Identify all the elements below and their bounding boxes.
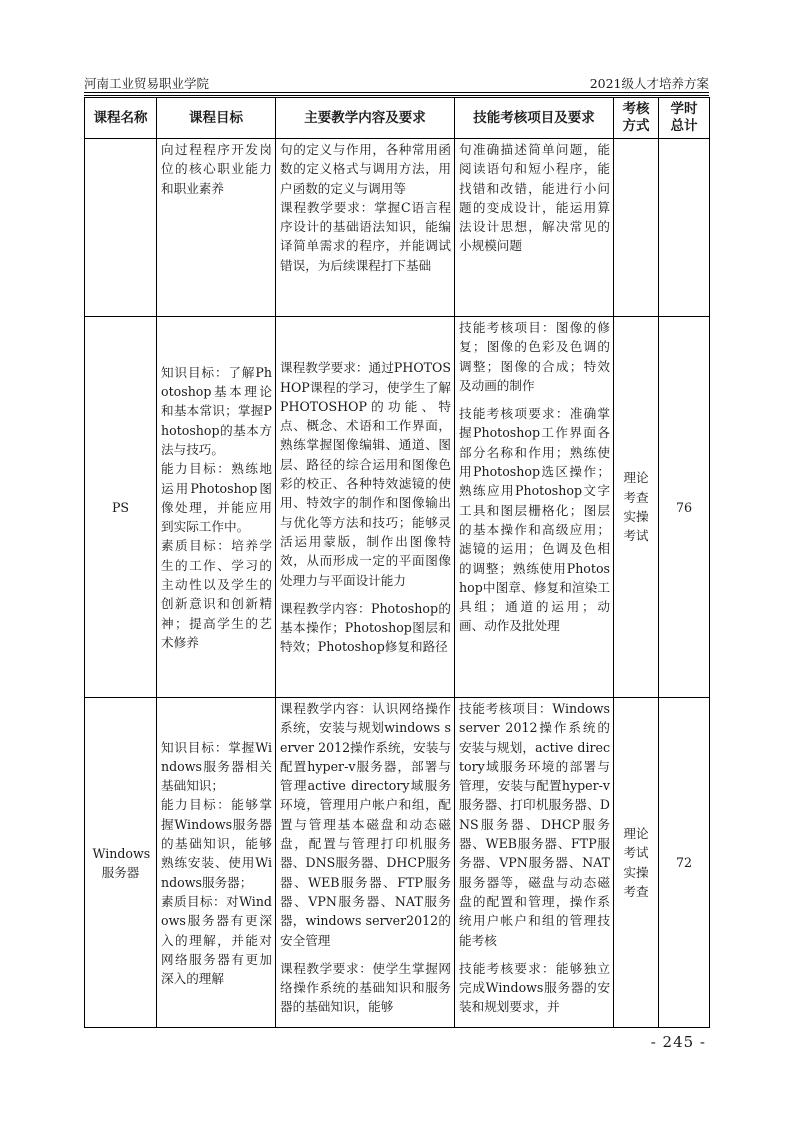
- course-name-cell: [85, 139, 157, 317]
- teaching-content-cell: [276, 317, 455, 698]
- column-header-skill-assessment: 技能考核项目及要求: [455, 98, 614, 139]
- content-paragraph: 课程教学要求：通过PHOTOSHOP课程的学习，使学生了解PHOTOSHOP的功能、特点、概念、术语和工作界面，熟练掌握图像编辑、通道、图层、路径的综合运用和图像色彩的校正、各种特效滤镜的使用、特效字的制作和图像输出与优化等方法和技巧；能够灵活运用蒙版，制作出图像特效，从而形成一定的平面图像处理力与平面设计能力: [280, 360, 451, 588]
- content-paragraph: 课程教学内容：Photoshop的基本操作；Photoshop图层和特效；Photoshop修复和路径: [280, 600, 451, 655]
- course-goal-cell: [157, 698, 276, 1028]
- table-row: [85, 139, 710, 317]
- goal-paragraph: 知识目标：掌握Windows服务器相关基础知识；: [161, 739, 272, 794]
- column-header-teaching-content: 主要教学内容及要求: [276, 98, 455, 139]
- header-rule-inner: [84, 95, 709, 96]
- skill-assessment-cell: [455, 317, 614, 698]
- course-goal-cell: [157, 139, 276, 317]
- column-header-course-name: 课程名称: [85, 98, 157, 139]
- skill-assessment-cell: [455, 139, 614, 317]
- goal-paragraph: 能力目标：能够掌握Windows服务器的基础知识，能够熟练安装、使用Windows服务器；: [161, 797, 272, 890]
- content-paragraph: 课程教学要求：使学生掌握网络操作系统的基础知识和服务器的基础知识，能够: [280, 960, 451, 1015]
- curriculum-table: [84, 97, 710, 1028]
- table-header-row: [85, 98, 710, 139]
- page-number: - 245 -: [650, 1033, 706, 1051]
- course-name-cell: PS: [85, 317, 157, 698]
- total-hours-cell: 76: [659, 317, 710, 698]
- header-institution: 河南工业贸易职业学院: [84, 76, 210, 91]
- goal-paragraph: 素质目标：培养学生的工作、学习的主动性以及学生的创新意识和创新精神；提高学生的艺术修养: [161, 538, 272, 650]
- skill-paragraph: 技能考核项要求：准确掌握Photoshop工作界面各部分名称和作用；熟练使用Photoshop选区操作；熟练应用Photoshop文字工具和图层栅格化；图层的基本操作和高级应用；滤镜的运用；色调及色相的调整；熟练使用Photoshop中图章、修复和渲染工具组；通道的运用；动画、动作及批处理: [459, 406, 610, 634]
- teaching-content-cell: [276, 139, 455, 317]
- goal-paragraph: 知识目标：了解Photoshop基本理论和基本常识；掌握Photoshop的基本方法与技巧。: [161, 364, 272, 457]
- assessment-method-cell: [614, 139, 659, 317]
- header-document-title: 2021级人才培养方案: [589, 76, 709, 91]
- total-hours-cell: 72: [659, 698, 710, 1028]
- content-paragraph: 课程教学要求：掌握C语言程序设计的基础语法知识，能编译简单需求的程序，并能调试错误，为后续课程打下基础: [280, 199, 451, 273]
- skill-paragraph: 技能考核要求：能够独立完成Windows服务器的安装和规划要求，并: [459, 960, 610, 1015]
- skill-assessment-cell: [455, 698, 614, 1028]
- course-name-cell: Windows服务器: [85, 698, 157, 1028]
- content-paragraph: 句的定义与作用，各种常用函数的定义格式与调用方法，用户函数的定义与调用等: [280, 142, 451, 196]
- assessment-method-cell: 理论考查实操考试: [614, 317, 659, 698]
- column-header-course-goal: 课程目标: [157, 98, 276, 139]
- content-paragraph: 课程教学内容：认识网络操作系统，安装与规划windows server 2012操作系统，安装与配置hyper-v服务器，部署与管理active directory域服务环境，管理用户帐户和组，配置与管理基本磁盘和动态磁盘，配置与管理打印机服务器、DNS服务器、DHCP服务器、WEB服务器、FTP服务器、VPN服务器、NAT服务器，windows server2012的安全管理: [280, 701, 451, 948]
- goal-paragraph: 向过程程序开发岗位的核心职业能力和职业素养: [161, 142, 272, 196]
- header-rule: [84, 92, 709, 93]
- teaching-content-cell: [276, 698, 455, 1028]
- course-goal-cell: [157, 317, 276, 698]
- goal-paragraph: 能力目标：熟练地运用Photoshop图像处理，并能应用到实际工作中。: [161, 461, 272, 535]
- goal-paragraph: 素质目标：对Windows服务器有更深入的理解，并能对网络服务器有更加深入的理解: [161, 893, 272, 987]
- assessment-method-cell: 理论考试实操考查: [614, 698, 659, 1028]
- column-header-total-hours: 学时总计: [659, 98, 710, 139]
- table-row: [85, 317, 710, 698]
- table-row: [85, 698, 710, 1028]
- skill-paragraph: 技能考核项目：Windows server 2012操作系统的安装与规划，active directory域服务环境的部署与管理，安装与配置hyper-v服务器、打印机服务器、DNS服务器、DHCP服务器、WEB服务器、FTP服务器、VPN服务器、NAT服务器等，磁盘与动态磁盘的配置和管理，操作系统用户帐户和组的管理技能考核: [459, 701, 610, 948]
- skill-paragraph: 句准确描述简单问题，能阅读语句和短小程序，能找错和改错，能进行小问题的变成设计，能运用算法设计思想，解决常见的小规模问题: [459, 142, 610, 254]
- skill-paragraph: 技能考核项目：图像的修复；图像的色彩及色调的调整；图像的合成；特效及动画的制作: [459, 320, 610, 393]
- column-header-assessment-method: 考核方式: [614, 98, 659, 139]
- total-hours-cell: [659, 139, 710, 317]
